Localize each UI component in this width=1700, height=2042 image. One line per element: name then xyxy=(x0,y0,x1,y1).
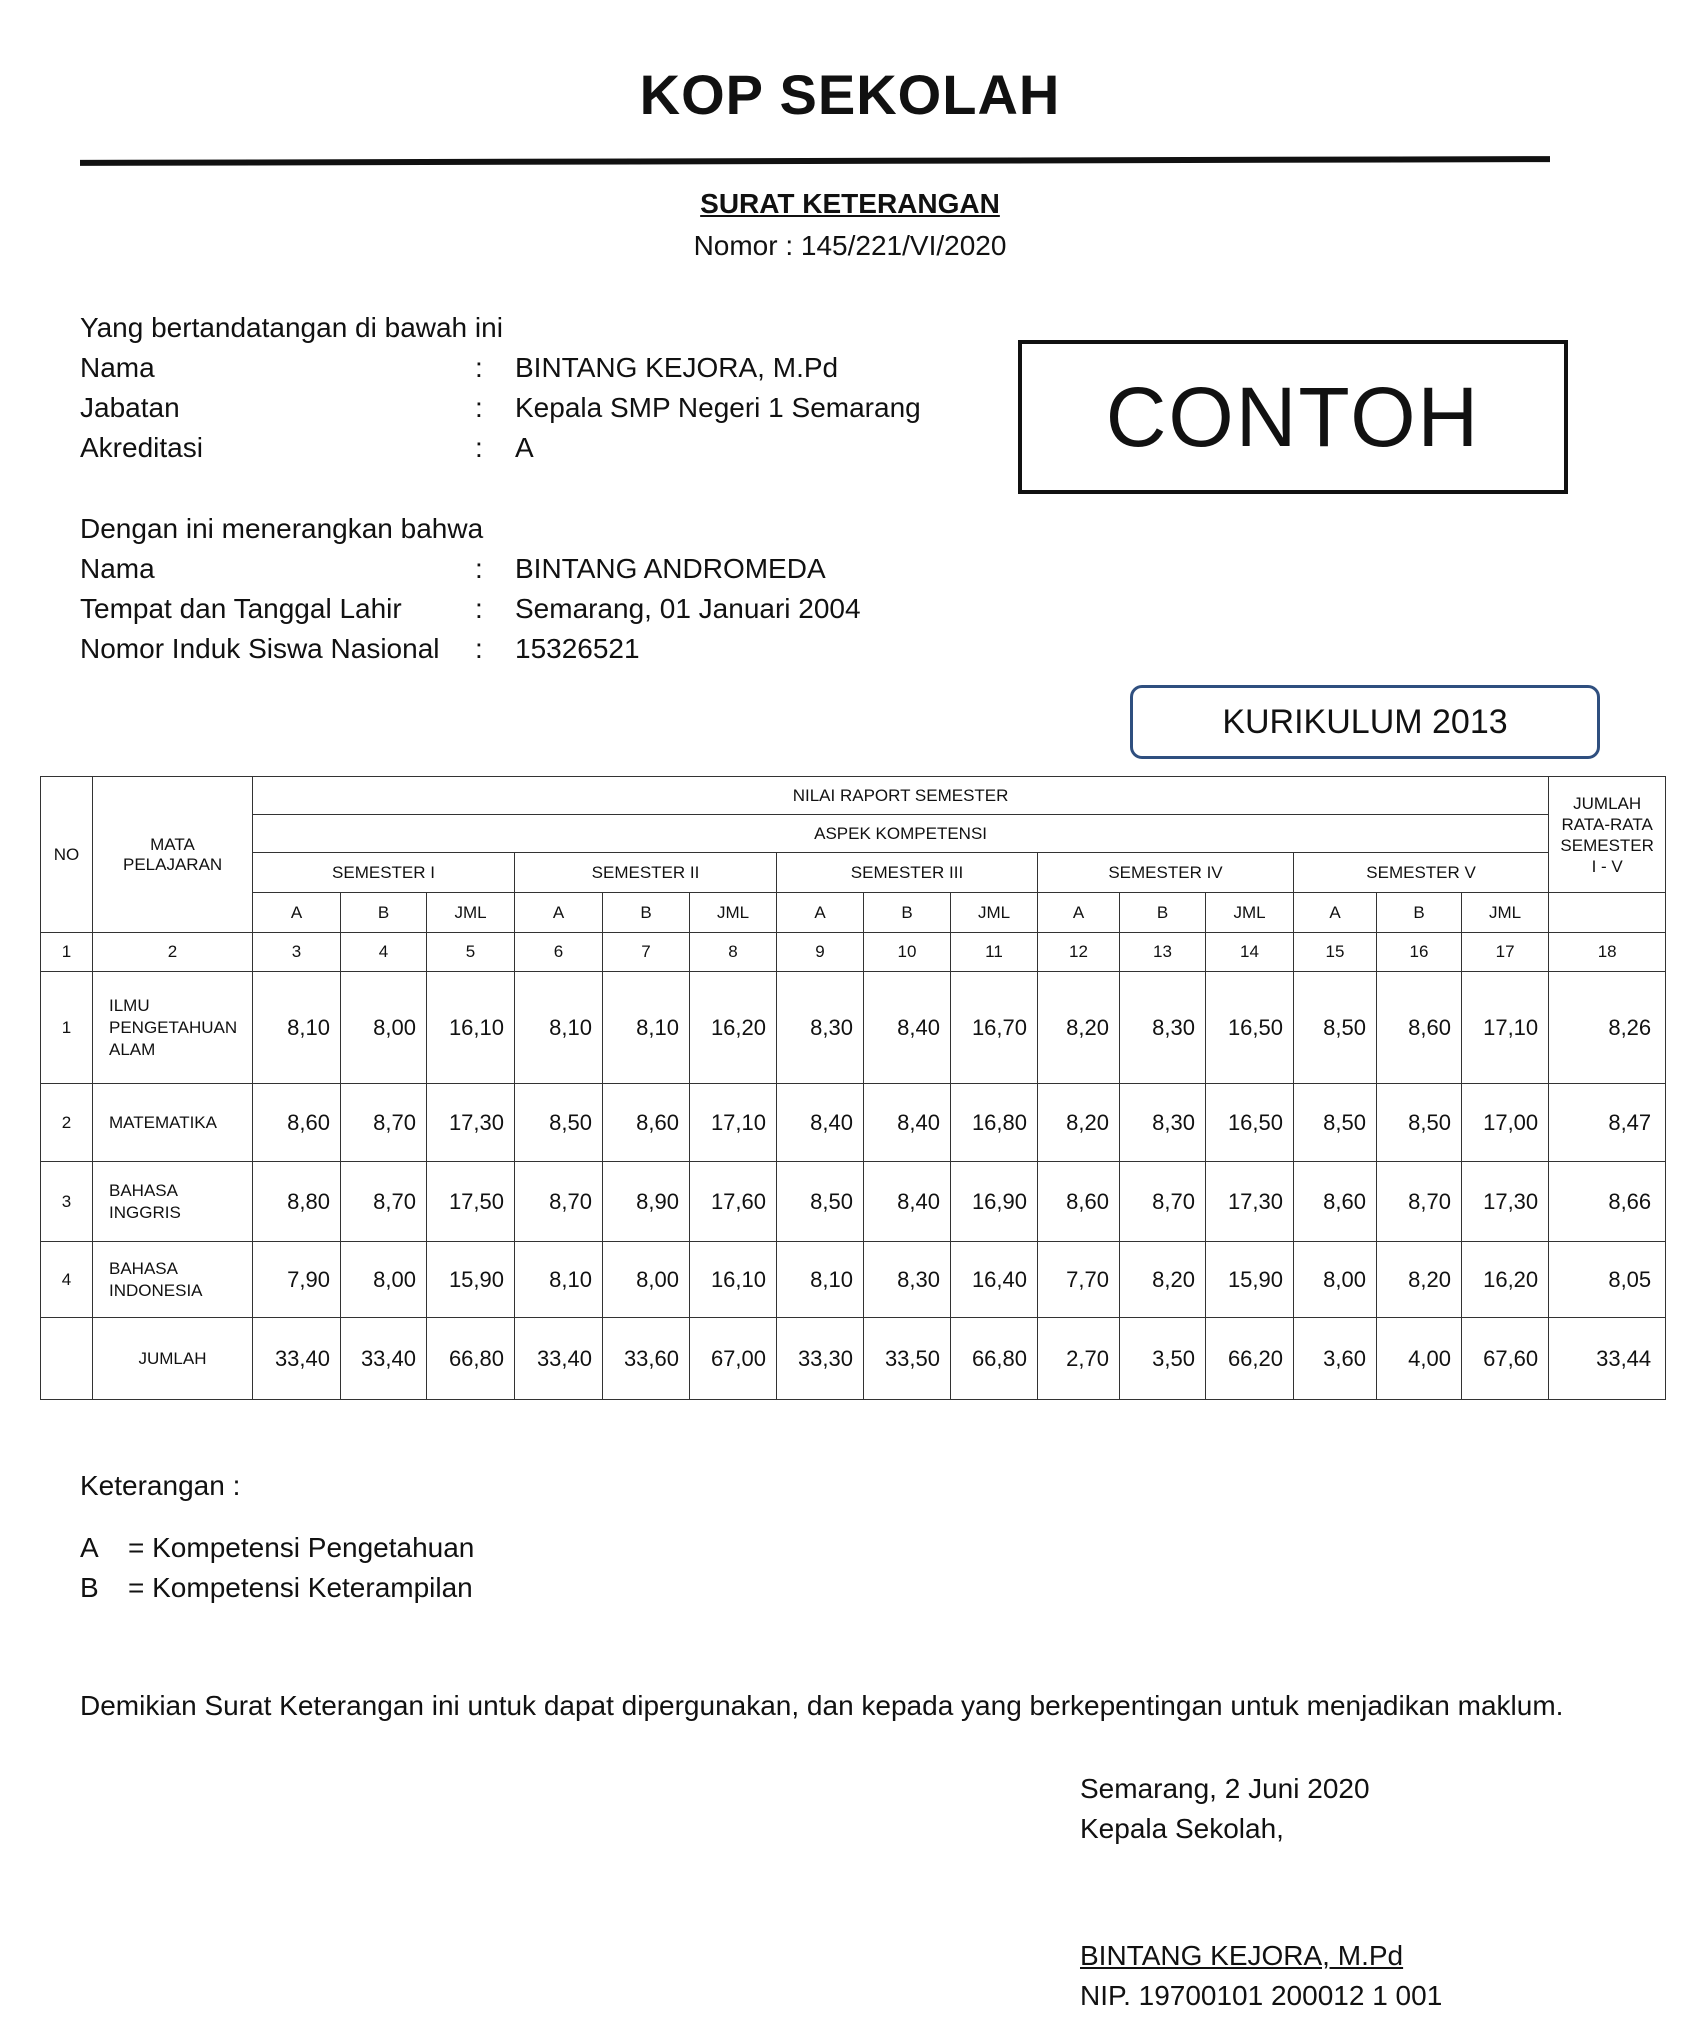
grade-cell: 7,70 xyxy=(1038,1242,1120,1318)
total-cell: 33,30 xyxy=(777,1318,864,1400)
grade-cell: 8,60 xyxy=(1377,972,1462,1084)
legend-desc: = Kompetensi Pengetahuan xyxy=(128,1532,475,1563)
header-subject: MATA PELAJARAN xyxy=(93,777,253,933)
header-semester-5: SEMESTER V xyxy=(1294,853,1549,893)
header-jml: JML xyxy=(690,893,777,933)
field-label: Nama xyxy=(80,553,155,584)
grades-table xyxy=(40,776,1666,1400)
student-nisn-field xyxy=(80,633,980,673)
grade-cell: 16,20 xyxy=(1462,1242,1549,1318)
header-semester-4: SEMESTER IV xyxy=(1038,853,1294,893)
grade-cell: 17,50 xyxy=(427,1162,515,1242)
grade-cell: 8,50 xyxy=(1294,972,1377,1084)
letterhead-rule xyxy=(80,156,1550,166)
header-semester-2: SEMESTER II xyxy=(515,853,777,893)
row-number: 2 xyxy=(41,1084,93,1162)
grade-cell: 8,00 xyxy=(603,1242,690,1318)
table-row xyxy=(41,1162,1666,1242)
grade-cell: 8,10 xyxy=(777,1242,864,1318)
field-colon: : xyxy=(475,432,483,463)
column-number-cell: 6 xyxy=(515,933,603,972)
column-number-cell: 5 xyxy=(427,933,515,972)
total-cell: 33,40 xyxy=(341,1318,427,1400)
grade-cell: 8,70 xyxy=(341,1162,427,1242)
letter-number: Nomor : 145/221/VI/2020 xyxy=(693,230,1007,261)
grade-cell: 8,40 xyxy=(777,1084,864,1162)
grade-cell: 16,10 xyxy=(690,1242,777,1318)
grade-cell: 15,90 xyxy=(1206,1242,1294,1318)
grade-cell: 8,70 xyxy=(515,1162,603,1242)
legend-title: Keterangan : xyxy=(80,1470,241,1501)
field-value: 15326521 xyxy=(515,633,640,664)
grade-cell: 17,30 xyxy=(1462,1162,1549,1242)
grade-cell: 8,80 xyxy=(253,1162,341,1242)
header-a: A xyxy=(515,893,603,933)
grade-cell: 8,60 xyxy=(253,1084,341,1162)
student-name-field xyxy=(80,553,980,593)
grade-cell: 8,30 xyxy=(1120,972,1206,1084)
grade-cell: 16,90 xyxy=(951,1162,1038,1242)
total-cell: 3,50 xyxy=(1120,1318,1206,1400)
header-empty xyxy=(1549,893,1666,933)
total-empty-cell xyxy=(41,1318,93,1400)
row-number: 1 xyxy=(41,972,93,1084)
row-number: 3 xyxy=(41,1162,93,1242)
column-number-cell: 12 xyxy=(1038,933,1120,972)
header-jml: JML xyxy=(1206,893,1294,933)
field-colon: : xyxy=(475,553,483,584)
column-number-cell: 2 xyxy=(93,933,253,972)
field-label: Nama xyxy=(80,352,155,383)
grade-cell: 16,10 xyxy=(427,972,515,1084)
subject-name: BAHASA INGGRIS xyxy=(93,1162,253,1242)
table-row xyxy=(41,972,1666,1084)
grade-cell: 8,40 xyxy=(864,1084,951,1162)
field-colon: : xyxy=(475,352,483,383)
total-cell: 4,00 xyxy=(1377,1318,1462,1400)
total-row xyxy=(41,1318,1666,1400)
column-number-cell: 17 xyxy=(1462,933,1549,972)
field-value: A xyxy=(515,432,534,463)
total-cell: 2,70 xyxy=(1038,1318,1120,1400)
signature-nip: NIP. 19700101 200012 1 001 xyxy=(1080,1980,1443,2011)
letterhead-title: KOP SEKOLAH xyxy=(639,63,1061,126)
total-cell: 3,60 xyxy=(1294,1318,1377,1400)
grade-cell: 17,30 xyxy=(1206,1162,1294,1242)
field-value: Kepala SMP Negeri 1 Semarang xyxy=(515,392,921,423)
grade-cell: 15,90 xyxy=(427,1242,515,1318)
total-label: JUMLAH xyxy=(93,1318,253,1400)
column-number-cell: 7 xyxy=(603,933,690,972)
field-label: Nomor Induk Siswa Nasional xyxy=(80,633,440,664)
legend-key: A xyxy=(80,1532,99,1563)
grade-cell: 8,70 xyxy=(1120,1162,1206,1242)
grade-cell: 17,10 xyxy=(1462,972,1549,1084)
header-semester-1: SEMESTER I xyxy=(253,853,515,893)
table-row xyxy=(41,1242,1666,1318)
grade-cell: 8,50 xyxy=(1294,1084,1377,1162)
header-no: NO xyxy=(41,777,93,933)
grade-cell: 16,70 xyxy=(951,972,1038,1084)
field-colon: : xyxy=(475,593,483,624)
closing-statement: Demikian Surat Keterangan ini untuk dapat dipergunakan, dan kepada yang berkepentingan untuk menjadikan maklum. xyxy=(80,1690,1564,1721)
header-b: B xyxy=(1377,893,1462,933)
grade-cell: 8,10 xyxy=(515,1242,603,1318)
column-number-cell: 14 xyxy=(1206,933,1294,972)
field-value: BINTANG KEJORA, M.Pd xyxy=(515,352,839,383)
header-aspek: ASPEK KOMPETENSI xyxy=(253,815,1549,853)
grade-cell: 8,50 xyxy=(1377,1084,1462,1162)
letter-title: SURAT KETERANGAN xyxy=(700,188,1000,219)
signer-position-field xyxy=(80,392,980,432)
grade-cell: 8,70 xyxy=(341,1084,427,1162)
grade-cell: 8,10 xyxy=(515,972,603,1084)
field-value: Semarang, 01 Januari 2004 xyxy=(515,593,861,624)
grade-cell: 8,30 xyxy=(864,1242,951,1318)
column-number-cell: 8 xyxy=(690,933,777,972)
column-number-cell: 3 xyxy=(253,933,341,972)
total-cell: 33,60 xyxy=(603,1318,690,1400)
subject-name: ILMU PENGETAHUAN ALAM xyxy=(93,972,253,1084)
table-row xyxy=(41,1084,1666,1162)
total-cell: 33,40 xyxy=(515,1318,603,1400)
signature-place-date: Semarang, 2 Juni 2020 xyxy=(1080,1773,1370,1804)
grade-cell: 8,30 xyxy=(777,972,864,1084)
grade-cell: 8,00 xyxy=(341,1242,427,1318)
grade-cell: 8,20 xyxy=(1038,972,1120,1084)
grade-cell: 8,20 xyxy=(1120,1242,1206,1318)
total-cell: 66,80 xyxy=(951,1318,1038,1400)
grade-cell: 17,00 xyxy=(1462,1084,1549,1162)
header-a: A xyxy=(253,893,341,933)
grade-cell: 16,40 xyxy=(951,1242,1038,1318)
total-cell: 66,80 xyxy=(427,1318,515,1400)
grade-cell: 8,50 xyxy=(777,1162,864,1242)
signature-role: Kepala Sekolah, xyxy=(1080,1813,1284,1844)
column-number-cell: 4 xyxy=(341,933,427,972)
student-intro: Dengan ini menerangkan bahwa xyxy=(80,513,484,544)
header-b: B xyxy=(864,893,951,933)
header-jml: JML xyxy=(951,893,1038,933)
header-a: A xyxy=(1294,893,1377,933)
column-number-row xyxy=(41,933,1666,972)
column-number-cell: 13 xyxy=(1120,933,1206,972)
header-b: B xyxy=(1120,893,1206,933)
column-number-cell: 1 xyxy=(41,933,93,972)
total-cell: 33,50 xyxy=(864,1318,951,1400)
grade-cell: 16,50 xyxy=(1206,972,1294,1084)
grade-cell: 8,30 xyxy=(1120,1084,1206,1162)
grade-cell: 8,10 xyxy=(253,972,341,1084)
signer-name-field xyxy=(80,352,980,392)
grade-cell: 8,10 xyxy=(603,972,690,1084)
column-number-cell: 16 xyxy=(1377,933,1462,972)
row-number: 4 xyxy=(41,1242,93,1318)
grade-cell: 8,40 xyxy=(864,972,951,1084)
field-colon: : xyxy=(475,633,483,664)
field-label: Tempat dan Tanggal Lahir xyxy=(80,593,402,624)
column-number-cell: 11 xyxy=(951,933,1038,972)
grade-cell: 8,00 xyxy=(1294,1242,1377,1318)
grade-cell: 8,60 xyxy=(603,1084,690,1162)
header-average: JUMLAH RATA-RATA SEMESTER I - V xyxy=(1549,777,1666,893)
signer-accreditation-field xyxy=(80,432,980,472)
header-jml: JML xyxy=(1462,893,1549,933)
header-b: B xyxy=(341,893,427,933)
curriculum-badge: KURIKULUM 2013 xyxy=(1130,685,1600,759)
grade-cell: 16,50 xyxy=(1206,1084,1294,1162)
grade-cell: 8,66 xyxy=(1549,1162,1666,1242)
grade-cell: 8,47 xyxy=(1549,1084,1666,1162)
grade-cell: 8,40 xyxy=(864,1162,951,1242)
signer-intro: Yang bertandatangan di bawah ini xyxy=(80,312,503,343)
grade-cell: 8,60 xyxy=(1038,1162,1120,1242)
sample-stamp: CONTOH xyxy=(1018,340,1568,494)
column-number-cell: 18 xyxy=(1549,933,1666,972)
header-a: A xyxy=(777,893,864,933)
grade-cell: 8,20 xyxy=(1038,1084,1120,1162)
legend-key: B xyxy=(80,1572,99,1603)
grade-cell: 8,26 xyxy=(1549,972,1666,1084)
grade-cell: 8,20 xyxy=(1377,1242,1462,1318)
column-number-cell: 9 xyxy=(777,933,864,972)
header-jml: JML xyxy=(427,893,515,933)
total-cell: 33,40 xyxy=(253,1318,341,1400)
subject-name: BAHASA INDONESIA xyxy=(93,1242,253,1318)
header-b: B xyxy=(603,893,690,933)
header-semester-3: SEMESTER III xyxy=(777,853,1038,893)
column-number-cell: 10 xyxy=(864,933,951,972)
field-label: Akreditasi xyxy=(80,432,203,463)
legend-desc: = Kompetensi Keterampilan xyxy=(128,1572,473,1603)
grade-cell: 16,20 xyxy=(690,972,777,1084)
grade-cell: 7,90 xyxy=(253,1242,341,1318)
total-cell: 67,60 xyxy=(1462,1318,1549,1400)
grade-cell: 17,10 xyxy=(690,1084,777,1162)
student-birth-field xyxy=(80,593,980,633)
grade-cell: 16,80 xyxy=(951,1084,1038,1162)
header-nilai: NILAI RAPORT SEMESTER xyxy=(253,777,1549,815)
grade-cell: 17,60 xyxy=(690,1162,777,1242)
subject-name: MATEMATIKA xyxy=(93,1084,253,1162)
header-a: A xyxy=(1038,893,1120,933)
grade-cell: 8,90 xyxy=(603,1162,690,1242)
column-number-cell: 15 xyxy=(1294,933,1377,972)
total-cell: 33,44 xyxy=(1549,1318,1666,1400)
field-value: BINTANG ANDROMEDA xyxy=(515,553,826,584)
grade-cell: 17,30 xyxy=(427,1084,515,1162)
total-cell: 66,20 xyxy=(1206,1318,1294,1400)
grade-cell: 8,50 xyxy=(515,1084,603,1162)
field-colon: : xyxy=(475,392,483,423)
field-label: Jabatan xyxy=(80,392,180,423)
signature-name: BINTANG KEJORA, M.Pd xyxy=(1080,1940,1404,1971)
total-cell: 67,00 xyxy=(690,1318,777,1400)
grade-cell: 8,70 xyxy=(1377,1162,1462,1242)
grade-cell: 8,00 xyxy=(341,972,427,1084)
grade-cell: 8,05 xyxy=(1549,1242,1666,1318)
grade-cell: 8,60 xyxy=(1294,1162,1377,1242)
